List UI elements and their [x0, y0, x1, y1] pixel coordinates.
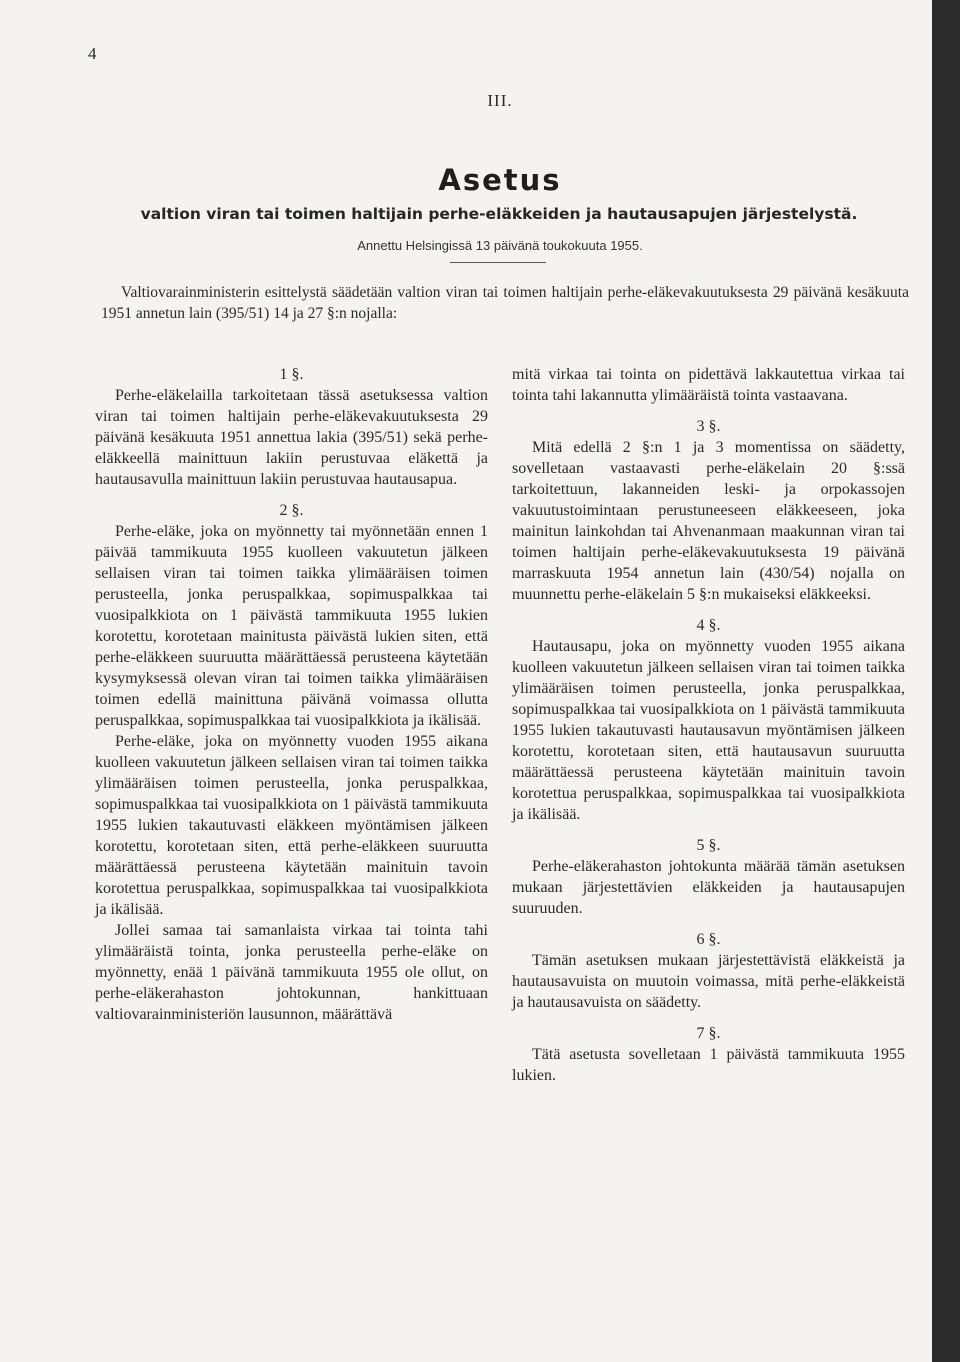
section-4-text: Hautausapu, joka on myönnetty vuoden 1955 aikana kuolleen vakuutetun jälkeen sellaisen viran tai toimen taikka ylimääräisen toimen perusteella, jonka peruspalkkaa, sopimuspalkkaa tai vuosipalkkiota on 1 päivästä tammikuuta 1955 lukien takautuvasti hautausavun myöntämisen jälkeen korotettu, korotetaan siten, että hautausavun suuruutta määrättäessä perusteena käytetään mainituin tavoin korotettua peruspalkkaa, sopimuspalkkaa tai vuosipalkkiota ja ikälisää.	[512, 638, 905, 823]
section-6-text: Tämän asetuksen mukaan järjestettävistä eläkkeistä ja hautausavuista on muutoin voimassa, mitä perhe-eläkkeistä ja hautausavuista on säädetty.	[512, 952, 905, 1011]
section-7-text: Tätä asetusta sovelletaan 1 päivästä tammikuuta 1955 lukien.	[512, 1046, 905, 1084]
page-number: 4	[88, 44, 97, 63]
section-1-heading: 1 §.	[279, 366, 304, 383]
section-2-text-1: Perhe-eläke, joka on myönnetty tai myönnetään ennen 1 päivää tammikuuta 1955 kuolleen vakuutetun jälkeen sellaisen viran tai toimen taikka ylimääräisen toimen perusteella, jonka peruspalkkaa, sopimuspalkkaa tai vuosipalkkiota on 1 päivästä tammikuuta 1955 lukien korotettu, korotetaan mainitusta päivästä lukien siten, että perhe-eläkkeen suuruutta määrättäessä perusteena käytetään kysymyksessä olevan viran tai toimen taikka ylimääräisen toimen edellä mainittuna päivänä voimassa ollutta peruspalkkaa, sopimuspalkkaa tai vuosipalkkiota ja ikälisää.	[95, 523, 488, 729]
page-subtitle: valtion viran tai toimen haltijain perhe-eläkkeiden ja hautausapujen järjestelystä.	[140, 205, 858, 223]
section-7-heading: 7 §.	[696, 1025, 721, 1042]
page-edge-shadow	[932, 0, 960, 1362]
given-date: Annettu Helsingissä 13 päivänä toukokuuta 1955.	[357, 238, 643, 253]
section-2-text-2: Perhe-eläke, joka on myönnetty vuoden 1955 aikana kuolleen vakuutetun jälkeen sellaisen viran tai toimen taikka ylimääräisen toimen perusteella, jonka peruspalkkaa, sopimuspalkkaa tai vuosipalkkiota on 1 päivästä tammikuuta 1955 lukien takautuvasti eläkkeen myöntämisen jälkeen korotettu, korotetaan siten, että perhe-eläkkeen suuruutta määrättäessä perusteena käytetään mainituin tavoin korotettua peruspalkkaa, sopimuspalkkaa tai vuosipalkkiota ja ikälisää.	[95, 733, 488, 918]
section-number: III.	[487, 91, 513, 110]
section-4-heading: 4 §.	[696, 617, 721, 634]
section-2-text-3: Jollei samaa tai samanlaista virkaa tai tointa tahi ylimääräistä tointa, jonka perusteella perhe-eläke on myönnetty, enää 1 päivänä tammikuuta 1955 ole ollut, on perhe-eläkerahaston johtokunnan, hankittuaan valtiovarainministeriön lausunnon, määrättävä	[95, 922, 488, 1023]
section-5-heading: 5 §.	[696, 837, 721, 854]
divider	[450, 262, 546, 263]
section-6-heading: 6 §.	[696, 931, 721, 948]
section-2-heading: 2 §.	[279, 502, 304, 519]
left-column	[95, 364, 488, 1025]
section-5-text: Perhe-eläkerahaston johtokunta määrää tämän asetuksen mukaan järjestettävien eläkkeiden ja hautausapujen suuruuden.	[512, 858, 905, 917]
section-1-text: Perhe-eläkelailla tarkoitetaan tässä asetuksessa valtion viran tai toimen haltijain perhe-eläkevakuutuksesta 29 päivänä kesäkuuta 1951 annettua lakia (395/51) sekä perhe-eläkkeellä mainittuun lakiin perustuvaa eläkettä ja hautausavulla mainittuun lakiin perustuvaa hautausapua.	[95, 387, 488, 488]
section-3-heading: 3 §.	[696, 418, 721, 435]
page-title: Asetus	[438, 163, 562, 197]
section-2-text-3-continued: mitä virkaa tai tointa on pidettävä lakkautettua virkaa tai tointa tahi lakannutta ylimääräistä tointa vastaavana.	[512, 366, 905, 404]
right-column	[512, 364, 905, 1086]
section-3-text: Mitä edellä 2 §:n 1 ja 3 momentissa on säädetty, sovelletaan vastaavasti perhe-eläkelain 20 §:ssä tarkoitettuun, lakanneiden leski- ja orpokassojen vakuutustoimintaan perustuneeseen eläkkeeseen, joka mainitun lainkohdan tai Ahvenanmaan maakunnan viran tai toimen haltijain perhe-eläkevakuutuksesta 19 päivänä marraskuuta 1954 annetun lain (430/54) nojalla on muunnettu perhe-eläkelain 5 §:n mukaiseksi eläkkeeksi.	[512, 439, 905, 603]
intro-paragraph: Valtiovarainministerin esittelystä säädetään valtion viran tai toimen haltijain perhe-eläkevakuutuksesta 29 päivänä kesäkuuta 1951 annetun lain (395/51) 14 ja 27 §:n nojalla:	[101, 284, 909, 322]
